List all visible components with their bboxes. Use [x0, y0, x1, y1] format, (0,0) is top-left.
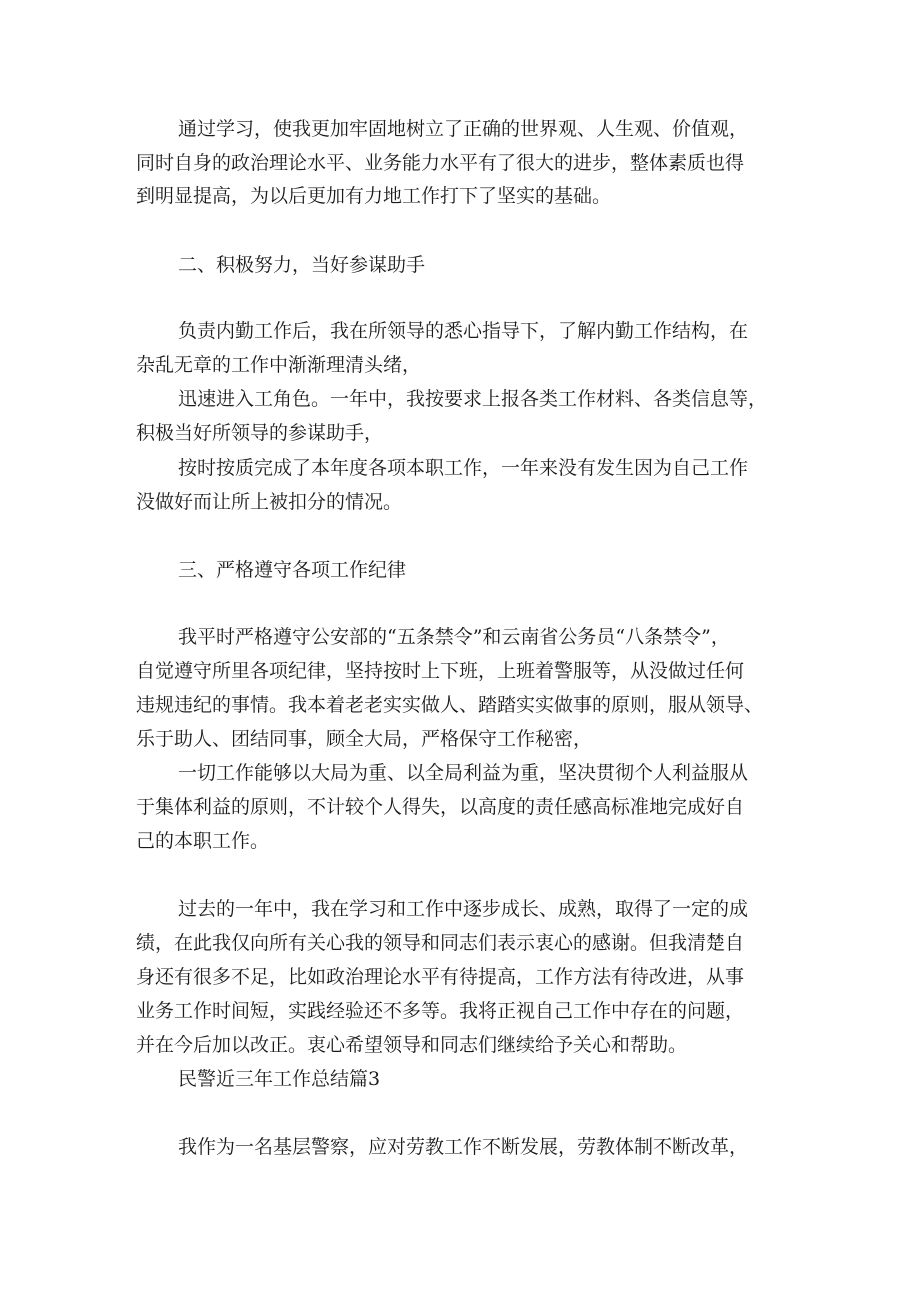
paragraph-line: 到明显提高，为以后更加有力地工作打下了坚实的基础。 — [136, 185, 612, 207]
paragraph-line: 我作为一名基层警察，应对劳教工作不断发展，劳教体制不断改革， — [178, 1136, 749, 1158]
paragraph-line: 并在今后加以改正。衷心希望领导和同志们继续给予关心和帮助。 — [136, 1034, 688, 1056]
paragraph-line: 一切工作能够以大局为重、以全局利益为重，坚决贯彻个人利益服从 — [178, 762, 749, 784]
paragraph-line: 负责内勤工作后，我在所领导的悉心指导下，了解内勤工作结构，在 — [178, 320, 749, 342]
paragraph-line: 没做好而让所上被扣分的情况。 — [136, 491, 403, 513]
section-heading: 二、积极努力，当好参谋助手 — [178, 254, 426, 276]
section-heading: 三、严格遵守各项工作纪律 — [178, 559, 407, 581]
paragraph-line: 乐于助人、团结同事，顾全大局，严格保守工作秘密， — [136, 728, 593, 750]
paragraph-line: 同时自身的政治理论水平、业务能力水平有了很大的进步，整体素质也得 — [136, 152, 745, 174]
paragraph-line: 过去的一年中，我在学习和工作中逐步成长、成熟，取得了一定的成 — [178, 898, 749, 920]
paragraph-line: 绩，在此我仅向所有关心我的领导和同志们表示衷心的感谢。但我清楚自 — [136, 932, 745, 954]
paragraph-line: 杂乱无章的工作中渐渐理清头绪， — [136, 354, 422, 376]
article-title: 民警近三年工作总结篇3 — [178, 1068, 381, 1090]
paragraph-line: 积极当好所领导的参谋助手， — [136, 422, 384, 444]
paragraph-line: 自觉遵守所里各项纪律，坚持按时上下班，上班着警服等，从没做过任何 — [136, 660, 745, 682]
paragraph-line: 于集体利益的原则，不计较个人得失，以高度的责任感高标准地完成好自 — [136, 796, 745, 818]
paragraph-line: 按时按质完成了本年度各项本职工作，一年来没有发生因为自己工作 — [178, 457, 749, 479]
paragraph-line: 通过学习，使我更加牢固地树立了正确的世界观、人生观、价值观， — [178, 118, 749, 140]
paragraph-line: 己的本职工作。 — [136, 830, 270, 852]
paragraph-line: 迅速进入工角色。一年中，我按要求上报各类工作材料、各类信息等， — [178, 388, 768, 410]
paragraph-line: 业务工作时间短，实践经验还不多等。我将正视自己工作中存在的问题， — [136, 1000, 745, 1022]
paragraph-line: 我平时严格遵守公安部的“五条禁令”和云南省公务员“八条禁令”， — [178, 626, 730, 648]
paragraph-line: 违规违纪的事情。我本着老老实实做人、踏踏实实做事的原则，服从领导、 — [136, 694, 764, 716]
paragraph-line: 身还有很多不足，比如政治理论水平有待提高，工作方法有待改进，从事 — [136, 966, 745, 988]
